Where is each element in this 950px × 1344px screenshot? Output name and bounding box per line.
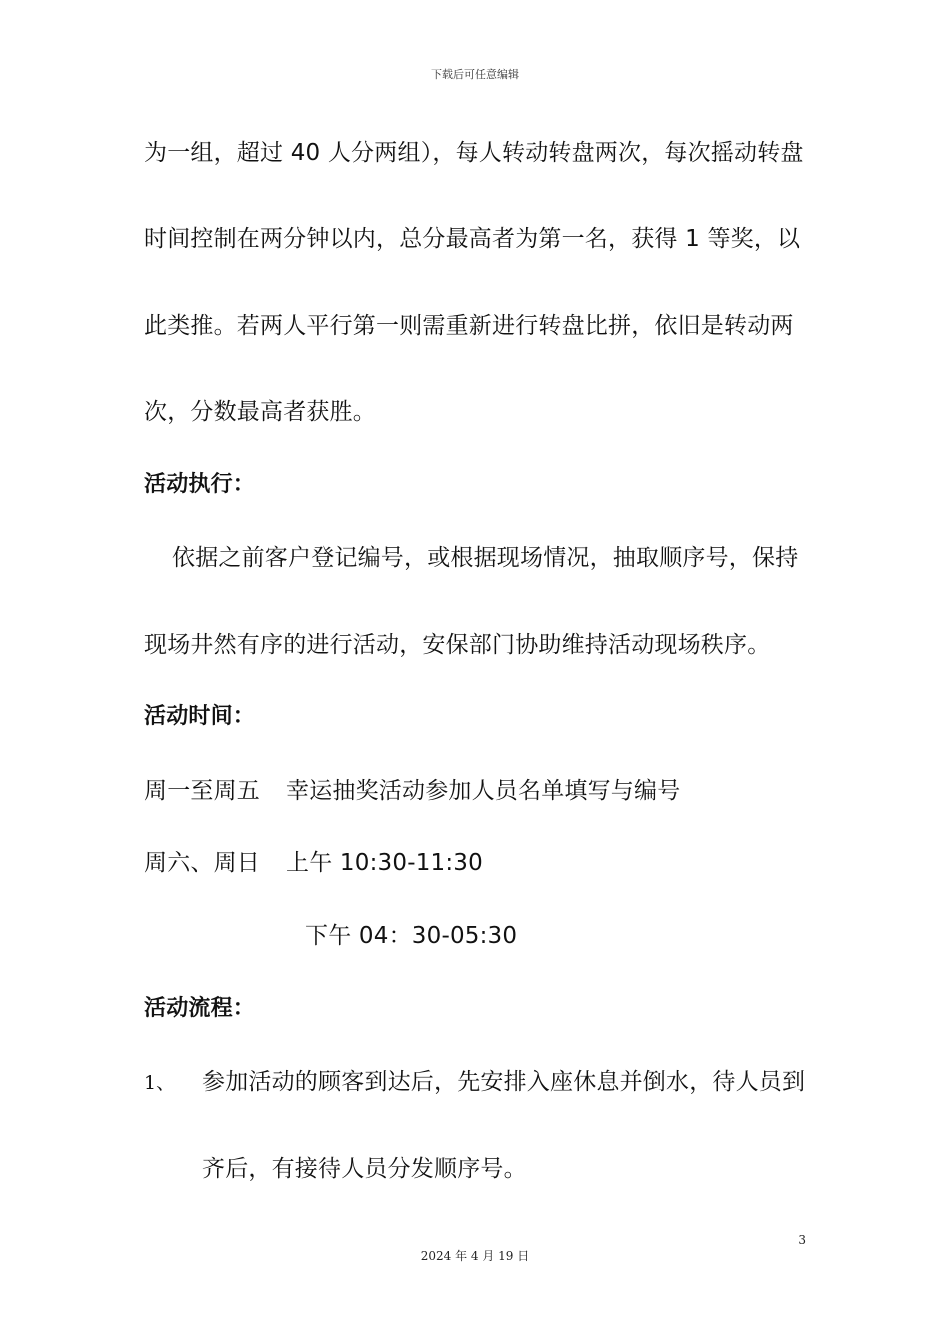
schedule-label: 周一至周五 [144,778,260,804]
paragraph-line: 此类推。若两人平行第一则需重新进行转盘比拼，依旧是转动两 [144,313,794,339]
page-footer-date: 2024 年 4 月 19 日 [420,1249,530,1263]
schedule-value: 幸运抽奖活动参加人员名单填写与编号 [286,778,681,804]
schedule-value-pm: 下午 04：30-05:30 [305,923,518,949]
list-item-number: 1、 [144,1072,176,1094]
section-heading-flow: 活动流程： [144,996,256,1021]
paragraph-line: 时间控制在两分钟以内，总分最高者为第一名，获得 1 等奖，以 [144,226,801,252]
paragraph-line: 次，分数最高者获胜。 [144,399,376,425]
schedule-label: 周六、周日 [144,850,260,876]
section-heading-execution: 活动执行： [144,472,256,497]
page-number: 3 [798,1233,806,1247]
schedule-value: 上午 10:30-11:30 [286,850,483,876]
page-header: 下载后可任意编辑 [431,68,519,81]
schedule-row-weekday [144,776,680,806]
paragraph-line: 依据之前客户登记编号，或根据现场情况，抽取顺序号，保持 [172,545,799,571]
schedule-row-weekend [144,848,483,878]
list-item-line: 参加活动的顾客到达后，先安排入座休息并倒水，待人员到 [202,1069,806,1095]
paragraph-line: 现场井然有序的进行活动，安保部门协助维持活动现场秩序。 [144,632,771,658]
section-heading-time: 活动时间： [144,704,256,729]
paragraph-line: 为一组，超过 40 人分两组），每人转动转盘两次，每次摇动转盘 [144,140,804,166]
list-item-line: 齐后，有接待人员分发顺序号。 [202,1156,527,1182]
